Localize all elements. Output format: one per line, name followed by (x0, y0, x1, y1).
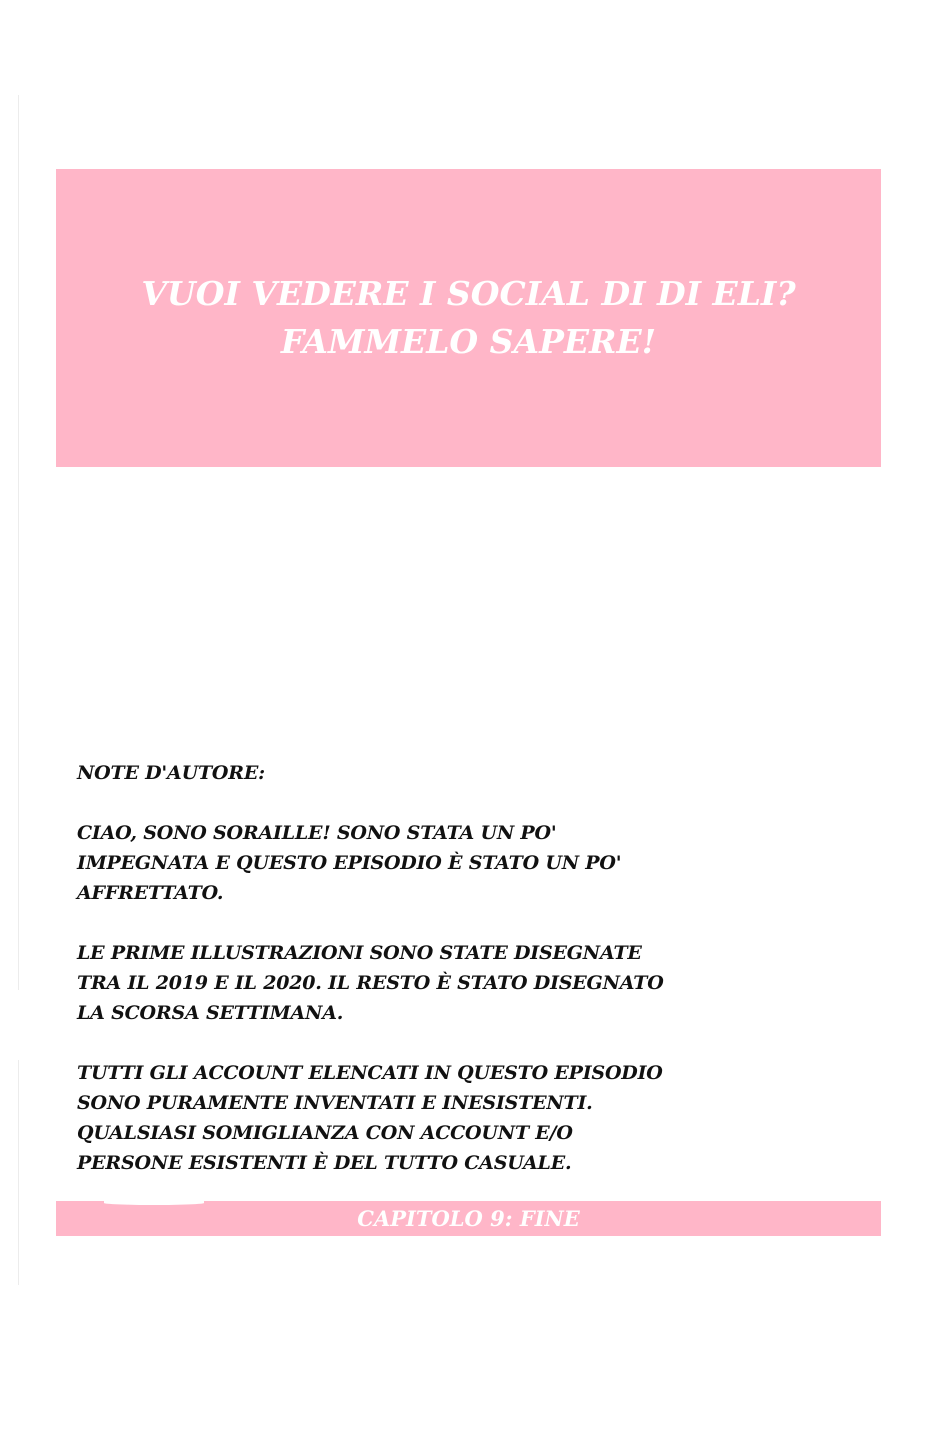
notes-line: QUALSIASI SOMIGLIANZA CON ACCOUNT E/O (77, 1122, 573, 1144)
chapter-end-label: CAPITOLO 9: FINE (357, 1206, 580, 1231)
notes-heading: NOTE D'AUTORE: (77, 762, 265, 784)
notes-line: TRA IL 2019 E IL 2020. IL RESTO È STATO DISEGNATO (77, 972, 664, 994)
page-edge-line (18, 95, 19, 990)
banner-line-1: VUOI VEDERE I SOCIAL DI DI ELI? (141, 274, 796, 313)
chapter-end-bar (56, 1201, 881, 1236)
notes-line: SONO PURAMENTE INVENTATI E INESISTENTI. (77, 1092, 593, 1114)
notes-line: PERSONE ESISTENTI È DEL TUTTO CASUALE. (77, 1152, 572, 1174)
notes-paragraph-2 (77, 938, 677, 1028)
notes-heading-paragraph (77, 758, 677, 788)
page-edge-line (18, 1060, 19, 1285)
notes-line: LA SCORSA SETTIMANA. (77, 1002, 344, 1024)
banner-text (141, 270, 795, 366)
social-banner (56, 169, 881, 467)
notes-line: AFFRETTATO. (77, 882, 224, 904)
banner-line-2: FAMMELO SAPERE! (280, 322, 657, 361)
notes-line: IMPEGNATA E QUESTO EPISODIO È STATO UN PO' (77, 852, 622, 874)
author-notes (77, 758, 677, 1208)
notes-line: LE PRIME ILLUSTRAZIONI SONO STATE DISEGNATE (77, 942, 642, 964)
notes-line: CIAO, SONO SORAILLE! SONO STATA UN PO' (77, 822, 557, 844)
notes-paragraph-1 (77, 818, 677, 908)
notes-paragraph-3 (77, 1058, 677, 1178)
notes-line: TUTTI GLI ACCOUNT ELENCATI IN QUESTO EPISODIO (77, 1062, 663, 1084)
